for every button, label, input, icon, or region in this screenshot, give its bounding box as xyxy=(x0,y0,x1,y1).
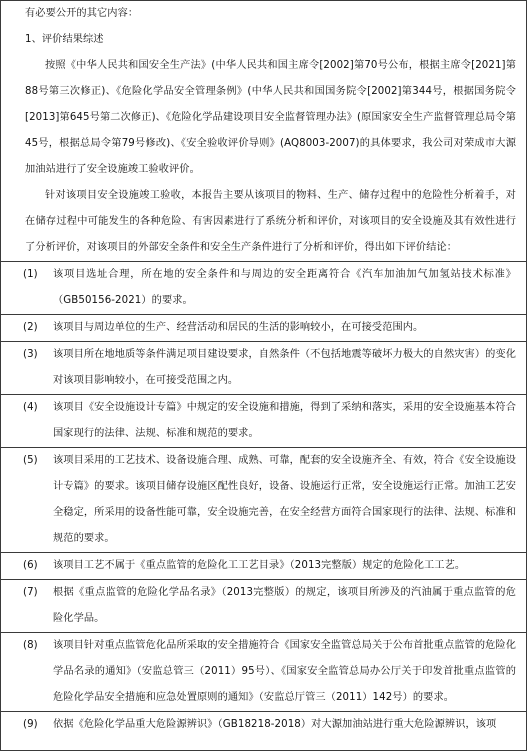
section-title: 1、评价结果综述 xyxy=(25,34,104,45)
item-number: (7) xyxy=(23,587,38,598)
conclusion-item xyxy=(1,314,526,341)
conclusion-item xyxy=(1,341,526,394)
conclusion-item xyxy=(1,552,526,579)
item-text: 根据《重点监管的危险化学品名录》（2013完整版）的规定，该项目所涉及的汽油属于重点监管的危险化学品。 xyxy=(53,587,516,624)
intro-text xyxy=(1,53,526,261)
item-number: (6) xyxy=(23,560,38,571)
conclusion-item xyxy=(1,261,526,314)
item-number: (3) xyxy=(23,349,38,360)
item-number: (2) xyxy=(23,322,38,333)
item-number: (9) xyxy=(23,719,38,730)
paragraph: 按照《中华人民共和国安全生产法》(中华人民共和国主席令[2002]第70号公布，根据主席令[2021]第88号第三次修正)、《危险化学品安全管理条例》(中华人民共和国国务院令[2002]第344号，根据国务院令[2013]第645号第二次修正)、《危险化学品建设项目安全监督管理办法》(原国家安全生产监督管理总局令第45号，根据总局令第79号修改)、《安全验收评价导则》(AQ8003-2007)的具体要求，我公司对荣成市大源加油站进行了安全设施竣工验收评价。 xyxy=(25,60,516,175)
paragraph: 针对该项目安全设施竣工验收，本报告主要从该项目的物料、生产、储存过程中的危险性分析着手，对在储存过程中可能发生的各种危险、有害因素进行了系统分析和评价，对该项目的安全设施及其有效性进行了分析评价，对该项目的外部安全条件和安全生产条件进行了分析和评价，得出如下评价结论： xyxy=(25,190,516,253)
conclusion-item xyxy=(1,632,526,711)
item-text: 该项目所在地地质等条件满足项目建设要求，自然条件（不包括地震等破坏力极大的自然灾害）的变化对该项目影响较小，在可接受范围之内。 xyxy=(53,349,516,386)
conclusion-item xyxy=(1,711,526,738)
item-text: 该项目工艺不属于《重点监管的危险化工工艺目录》（2013完整版）规定的危险化工工艺。 xyxy=(53,560,466,571)
conclusion-item xyxy=(1,579,526,632)
item-text: 该项目选址合理，所在地的安全条件和与周边的安全距离符合《汽车加油加气加氢站技术标准》（GB50156-2021）的要求。 xyxy=(53,269,516,306)
document-header xyxy=(1,1,526,53)
item-number: (1) xyxy=(23,269,38,280)
conclusion-item xyxy=(1,394,526,447)
item-number: (4) xyxy=(23,402,38,413)
item-text: 该项目采用的工艺技术、设备设施合理、成熟、可靠，配套的安全设施齐全、有效，符合《安全设施设计专篇》的要求。该项目储存设施区配性良好，设备、设施运行正常，安全设施运行正常。加油工艺安全稳定，所采用的设备性能可靠，安全设施完善，在安全经营方面符合国家现行的法律、法规、标准和规范的要求。 xyxy=(53,455,516,544)
item-number: (5) xyxy=(23,455,38,466)
item-text: 该项目针对重点监管危化品所采取的安全措施符合《国家安全监管总局关于公布首批重点监管的危险化学品名录的通知》（安监总管三（2011）95号）、《国家安全监管总局办公厅关于印发首批重点监管的危险化学品安全措施和应急处置原则的通知》（安监总厅管三（2011）142号）的要求。 xyxy=(53,640,516,703)
item-text: 该项目《安全设施设计专篇》中规定的安全设施和措施，得到了采纳和落实，采用的安全设施基本符合国家现行的法律、法规、标准和规范的要求。 xyxy=(53,402,516,439)
conclusion-item xyxy=(1,447,526,552)
item-text: 该项目与周边单位的生产、经营活动和居民的生活的影响较小，在可接受范围内。 xyxy=(53,322,424,333)
header-line: 有必要公开的其它内容： xyxy=(25,8,139,19)
item-number: (8) xyxy=(23,640,38,651)
item-text: 依据《危险化学品重大危险源辨识》（GB18218-2018）对大源加油站进行重大危险源辨识，该项 xyxy=(53,719,497,730)
